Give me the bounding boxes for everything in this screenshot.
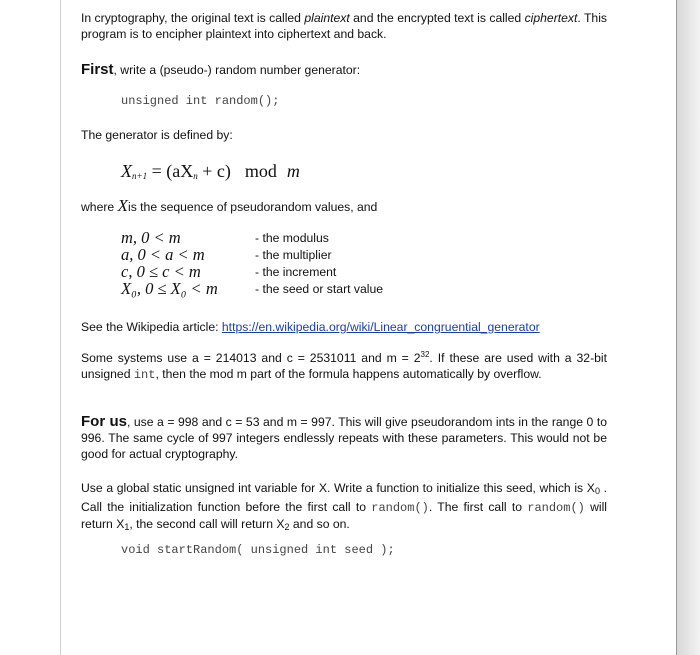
random-call-code: random() bbox=[527, 501, 585, 515]
global-text: , the second call will return X bbox=[129, 517, 285, 531]
systems-paragraph bbox=[81, 350, 607, 383]
global-text: and so on. bbox=[289, 517, 350, 531]
subscript: 1 bbox=[124, 522, 130, 532]
global-text: . Call the initialization function before the first call to bbox=[81, 481, 607, 514]
where-paragraph bbox=[81, 198, 377, 215]
wikipedia-link[interactable]: https://en.wikipedia.org/wiki/Linear_congruential_generator bbox=[221, 320, 540, 334]
global-seed-paragraph bbox=[81, 480, 607, 535]
wikipedia-paragraph bbox=[81, 319, 540, 335]
ciphertext-term: ciphertext bbox=[524, 11, 578, 25]
plaintext-term: plaintext bbox=[304, 11, 350, 25]
for-us-paragraph bbox=[81, 414, 607, 462]
definition-math: X₀, 0 ≤ X₀ < m bbox=[121, 279, 218, 298]
formula-subscript: n+1 bbox=[132, 171, 148, 181]
global-text: Use a global static unsigned int variable for X. Write a function to initialize this seed, which is X bbox=[81, 481, 595, 495]
where-text: is the sequence of pseudorandom values, and bbox=[127, 200, 378, 214]
global-text: . The first call to bbox=[428, 500, 528, 514]
random-prototype-code: unsigned int random(); bbox=[121, 94, 280, 108]
definition-description: - the modulus bbox=[255, 231, 329, 245]
systems-text: , then the mod m part of the formula happens automatically by overflow. bbox=[155, 367, 542, 381]
int-code: int bbox=[133, 368, 156, 382]
intro-text: and the encrypted text is called bbox=[349, 11, 525, 25]
definition-math: m, 0 < m bbox=[121, 228, 181, 247]
intro-paragraph bbox=[81, 10, 607, 42]
definition-math: a, 0 < a < m bbox=[121, 245, 205, 264]
formula-x: X bbox=[121, 161, 132, 181]
random-call-code: random() bbox=[371, 501, 429, 515]
systems-text: Some systems use a = 214013 and c = 2531011 and m = 2 bbox=[81, 351, 421, 365]
first-paragraph bbox=[81, 62, 360, 78]
definition-row bbox=[121, 229, 441, 246]
recurrence-formula bbox=[121, 160, 300, 187]
formula-m: m bbox=[286, 161, 300, 181]
definition-description: - the seed or start value bbox=[255, 282, 384, 296]
for-us-text: , use a = 998 and c = 53 and m = 997. This will give pseudorandom ints in the range 0 to 996. The same cycle of 997 integers endlessly repeats with these parameters. This would not be good for actual cryptography. bbox=[81, 415, 607, 461]
page-left-edge bbox=[60, 0, 61, 655]
definition-math: c, 0 ≤ c < m bbox=[121, 262, 201, 281]
formula-plus: + c) bbox=[197, 161, 231, 181]
first-heading: First bbox=[81, 61, 114, 78]
subscript: 0 bbox=[594, 486, 600, 496]
definition-description: - the increment bbox=[255, 265, 337, 279]
wikipedia-label: See the Wikipedia article: bbox=[81, 320, 222, 334]
exponent: 32 bbox=[420, 349, 430, 359]
subscript: 2 bbox=[284, 522, 290, 532]
intro-text: . This program is to encipher plaintext into ciphertext and back. bbox=[81, 11, 608, 41]
where-x: X bbox=[117, 196, 128, 215]
definition-row bbox=[121, 280, 441, 297]
where-text: where bbox=[81, 200, 118, 214]
formula-equals: = (aX bbox=[147, 161, 194, 181]
generator-text: The generator is defined by: bbox=[81, 128, 233, 142]
definition-description: - the multiplier bbox=[255, 248, 332, 262]
formula-subscript: n bbox=[193, 171, 198, 181]
parameter-definitions bbox=[121, 229, 441, 297]
systems-text: . If these are used with a 32-bit unsigned bbox=[81, 351, 607, 381]
for-us-heading: For us bbox=[81, 413, 127, 430]
global-text: will return X bbox=[81, 500, 608, 531]
page-shadow bbox=[677, 0, 700, 655]
intro-text: In cryptography, the original text is called bbox=[81, 11, 305, 25]
first-text: , write a (pseudo-) random number generator: bbox=[113, 63, 361, 77]
formula-mod: mod bbox=[244, 161, 277, 181]
definition-row bbox=[121, 263, 441, 280]
start-random-prototype-code: void startRandom( unsigned int seed ); bbox=[121, 543, 395, 557]
definition-row bbox=[121, 246, 441, 263]
